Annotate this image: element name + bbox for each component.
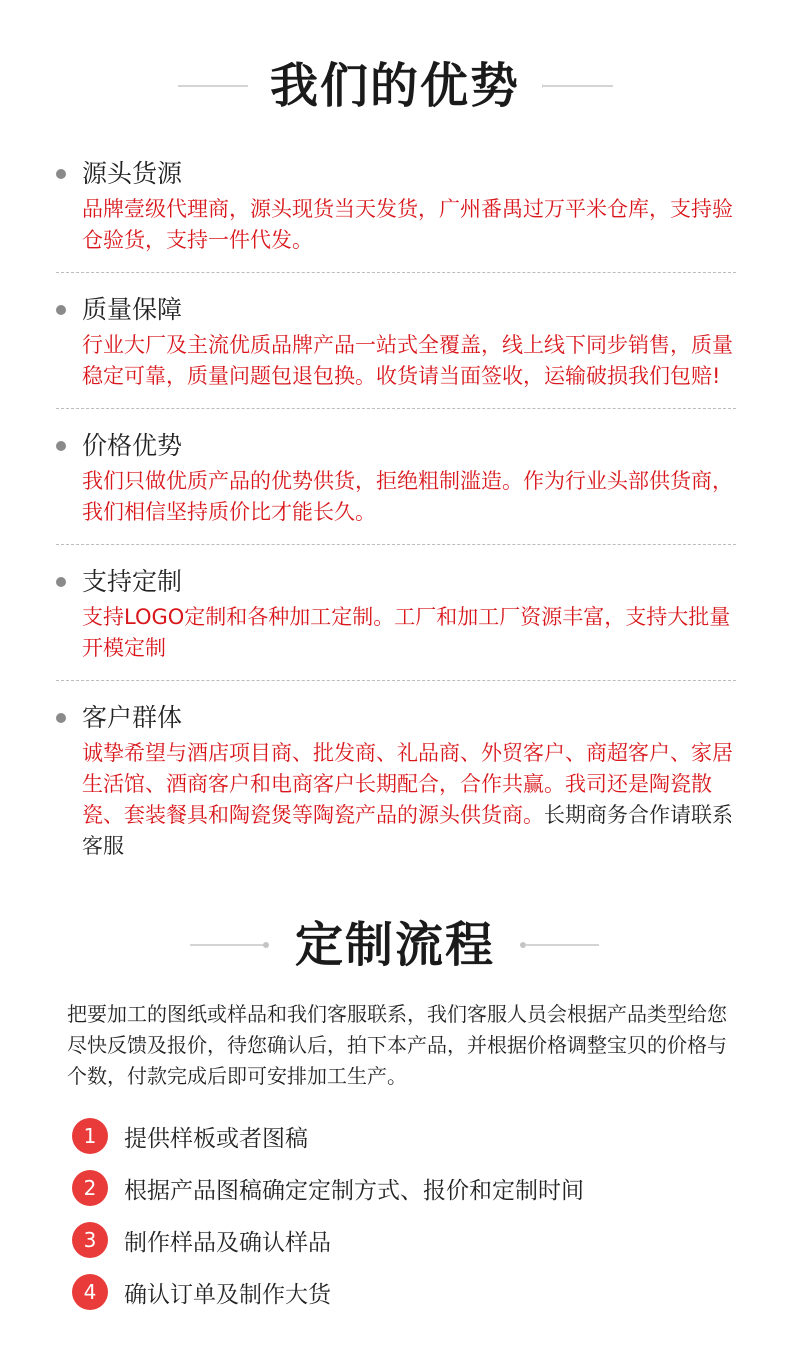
advantages-list [56, 155, 736, 862]
bullet-icon [56, 305, 66, 315]
title-left-line [178, 85, 250, 87]
process-steps [72, 1110, 752, 1318]
process-title-bar [0, 915, 790, 975]
dashed-divider [56, 272, 736, 273]
step-label: 确认订单及制作大货 [124, 1281, 331, 1308]
process-step [72, 1110, 752, 1162]
advantage-heading: 客户群体 [82, 703, 183, 732]
bullet-icon [56, 713, 66, 723]
advantage-heading: 质量保障 [82, 295, 183, 324]
advantage-item [56, 291, 736, 392]
advantage-desc [82, 602, 736, 664]
step-number-badge: 3 [72, 1222, 108, 1258]
advantage-item [56, 699, 736, 862]
step-label: 制作样品及确认样品 [124, 1229, 331, 1256]
step-label: 根据产品图稿确定定制方式、报价和定制时间 [124, 1177, 584, 1204]
advantages-title: 我们的优势 [248, 56, 542, 116]
title-left-dot [263, 942, 269, 948]
process-step [72, 1162, 752, 1214]
advantage-desc-text: 支持LOGO定制和各种加工定制。工厂和加工厂资源丰富，支持大批量开模定制 [82, 605, 731, 660]
dashed-divider [56, 544, 736, 545]
bullet-icon [56, 169, 66, 179]
step-label: 提供样板或者图稿 [124, 1125, 308, 1152]
process-intro: 把要加工的图纸或样品和我们客服联系，我们客服人员会根据产品类型给您尽快反馈及报价，待您确认后，拍下本产品，并根据价格调整宝贝的价格与个数，付款完成后即可安排加工生产。 [67, 1002, 727, 1088]
advantage-item [56, 563, 736, 664]
advantages-title-bar [0, 56, 790, 116]
bullet-icon [56, 441, 66, 451]
title-right-line [541, 85, 613, 87]
advantage-desc-text: 品牌壹级代理商，源头现货当天发货，广州番禺过万平米仓库，支持验仓验货，支持一件代发。 [82, 197, 733, 252]
advantage-desc-text: 行业大厂及主流优质品牌产品一站式全覆盖，线上线下同步销售，质量稳定可靠，质量问题包退包换。收货请当面签收，运输破损我们包赔! [82, 333, 733, 388]
advantage-desc-text: 诚挚希望与酒店项目商、批发商、礼品商、外贸客户、商超客户、家居生活馆、酒商客户和电商客户长期配合，合作共赢。我司还是陶瓷散瓷、套装餐具和陶瓷煲等陶瓷产品的源头供货商。 [82, 741, 733, 827]
advantage-item [56, 427, 736, 528]
title-left-line [190, 944, 264, 946]
title-right-line [525, 944, 599, 946]
process-title: 定制流程 [273, 915, 517, 975]
advantage-desc [82, 738, 736, 862]
advantage-heading: 支持定制 [82, 567, 183, 596]
step-number-badge: 1 [72, 1118, 108, 1154]
dashed-divider [56, 680, 736, 681]
dashed-divider [56, 408, 736, 409]
advantage-heading: 价格优势 [82, 431, 183, 460]
advantage-desc [82, 194, 736, 256]
step-number-badge: 4 [72, 1274, 108, 1310]
advantage-desc [82, 466, 736, 528]
step-number-badge: 2 [72, 1170, 108, 1206]
process-step [72, 1266, 752, 1318]
advantage-item [56, 155, 736, 256]
advantage-desc [82, 330, 736, 392]
process-step [72, 1214, 752, 1266]
advantage-desc-tail: 长期商务合作请联系客服 [82, 803, 733, 858]
bullet-icon [56, 577, 66, 587]
advantage-desc-text: 我们只做优质产品的优势供货，拒绝粗制滥造。作为行业头部供货商，我们相信坚持质价比才能长久。 [82, 469, 733, 524]
advantage-heading: 源头货源 [82, 159, 183, 188]
